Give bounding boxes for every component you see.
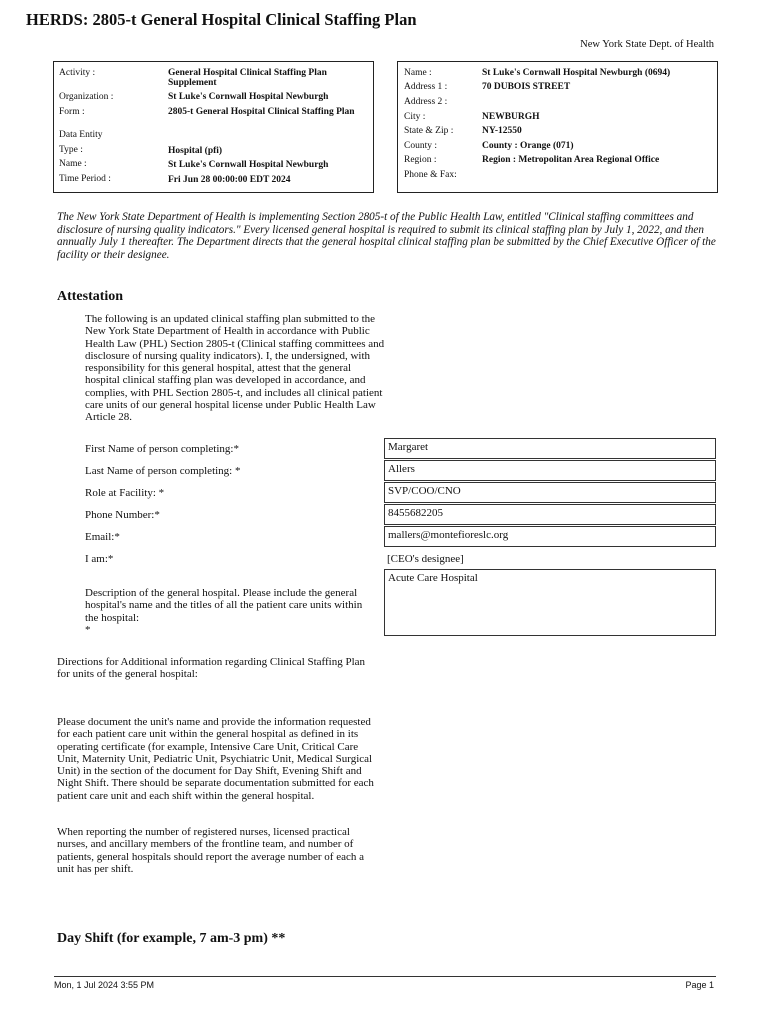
city-value: NEWBURGH: [482, 112, 540, 122]
address1-label: Address 1 :: [404, 82, 448, 92]
description-label: [85, 587, 375, 636]
role-label: Role at Facility: *: [85, 487, 165, 499]
activity-label: Activity :: [59, 68, 96, 78]
facility-name-label: Name :: [404, 68, 432, 78]
attestation-text: The following is an updated clinical staffing plan submitted to the New York State Department of Health in accordance with Public Health Law (PHL) Section 2805-t (Clinical staffing committees and disclosure of nursing quality indicators). I, the undersigned, with responsibility for this general hospital, attest that the general hospital clinical staffing plan was developed in accordance, and complies, with PHL Section 2805-t, and includes all clinical patient care units of our general hospital license under Public Health Law Article 28.: [85, 313, 385, 424]
last-name-label: Last Name of person completing: *: [85, 465, 241, 477]
phone-label: Phone Number:*: [85, 509, 160, 521]
instructions-paragraph-2: When reporting the number of registered nurses, licensed practical nurses, and ancillary members of the frontline team, and number of patients, general hospitals should report the average number of each a unit has per shift.: [57, 826, 364, 875]
instructions-paragraph-1: Please document the unit's name and provide the information requested for each patient care unit within the general hospital as defined in its operating certificate (for example, Intensive Care Unit, Critical Care Unit, Maternity Unit, Pediatric Unit, Psychiatric Unit, Medical Surgical Unit) in the section of the document for Day Shift, Evening Shift and Night Shift. There should be separate documentation submitted for each patient care unit and each shift within the general hospital.: [57, 716, 374, 802]
left-info-box: [53, 61, 374, 193]
description-required-mark: *: [85, 623, 91, 636]
i-am-select[interactable]: [CEO's designee]: [387, 553, 464, 565]
activity-value: General Hospital Clinical Staffing Plan Supplement: [168, 68, 327, 88]
day-shift-heading: Day Shift (for example, 7 am-3 pm) **: [57, 931, 286, 946]
department-name: New York State Dept. of Health: [580, 39, 714, 50]
address1-value: 70 DUBOIS STREET: [482, 82, 571, 92]
organization-label: Organization :: [59, 92, 114, 102]
phone-fax-label: Phone & Fax:: [404, 170, 457, 180]
organization-value: St Luke's Cornwall Hospital Newburgh: [168, 92, 329, 102]
time-period-label: Time Period :: [59, 174, 111, 184]
footer-timestamp: Mon, 1 Jul 2024 3:55 PM: [54, 980, 155, 990]
state-zip-label: State & Zip :: [404, 126, 454, 136]
last-name-field[interactable]: Allers: [384, 460, 716, 481]
county-value: County : Orange (071): [482, 141, 574, 151]
state-zip-value: NY-12550: [482, 126, 522, 136]
form-value: 2805-t General Hospital Clinical Staffing Plan: [168, 107, 355, 117]
phone-field[interactable]: 8455682205: [384, 504, 716, 525]
intro-paragraph: The New York State Department of Health is implementing Section 2805-t of the Public Health Law, entitled "Clinical staffing committees and disclosure of nursing quality indicators." Every licensed general hospital is required to submit its clinical staffing plan by July 1, 2022, and then annually July 1 thereafter. The Department directs that the general hospital clinical staffing plan be submitted by the Chief Executive Officer of the facility or their designee.: [57, 211, 716, 261]
attestation-heading: Attestation: [57, 289, 124, 304]
footer-divider: [54, 976, 716, 977]
data-entity-label: Data Entity: [59, 130, 103, 140]
role-field[interactable]: SVP/COO/CNO: [384, 482, 716, 503]
email-field[interactable]: mallers@montefioreslc.org: [384, 526, 716, 547]
region-label: Region :: [404, 155, 437, 165]
first-name-label: First Name of person completing:*: [85, 443, 239, 455]
right-info-box: [397, 61, 718, 193]
type-label: Type :: [59, 145, 83, 155]
footer-page-number: Page 1: [685, 980, 714, 990]
first-name-field[interactable]: Margaret: [384, 438, 716, 459]
email-label: Email:*: [85, 531, 120, 543]
county-label: County :: [404, 141, 437, 151]
directions-text: Directions for Additional information regarding Clinical Staffing Plan for units of the general hospital:: [57, 656, 366, 681]
facility-name-value: St Luke's Cornwall Hospital Newburgh (0694): [482, 68, 671, 78]
address2-label: Address 2 :: [404, 97, 448, 107]
description-textarea[interactable]: Acute Care Hospital: [384, 569, 716, 636]
i-am-label: I am:*: [85, 553, 114, 565]
document-title: HERDS: 2805-t General Hospital Clinical Staffing Plan: [26, 10, 417, 29]
region-value: Region : Metropolitan Area Regional Office: [482, 155, 660, 165]
name-label: Name :: [59, 159, 87, 169]
city-label: City :: [404, 112, 426, 122]
name-value: St Luke's Cornwall Hospital Newburgh: [168, 160, 329, 170]
form-label: Form :: [59, 107, 85, 117]
time-period-value: Fri Jun 28 00:00:00 EDT 2024: [168, 175, 291, 185]
type-value: Hospital (pfi): [168, 146, 223, 156]
description-label-text: Description of the general hospital. Please include the general hospital's name and the titles of all the patient care units within the hospital:: [85, 587, 363, 624]
